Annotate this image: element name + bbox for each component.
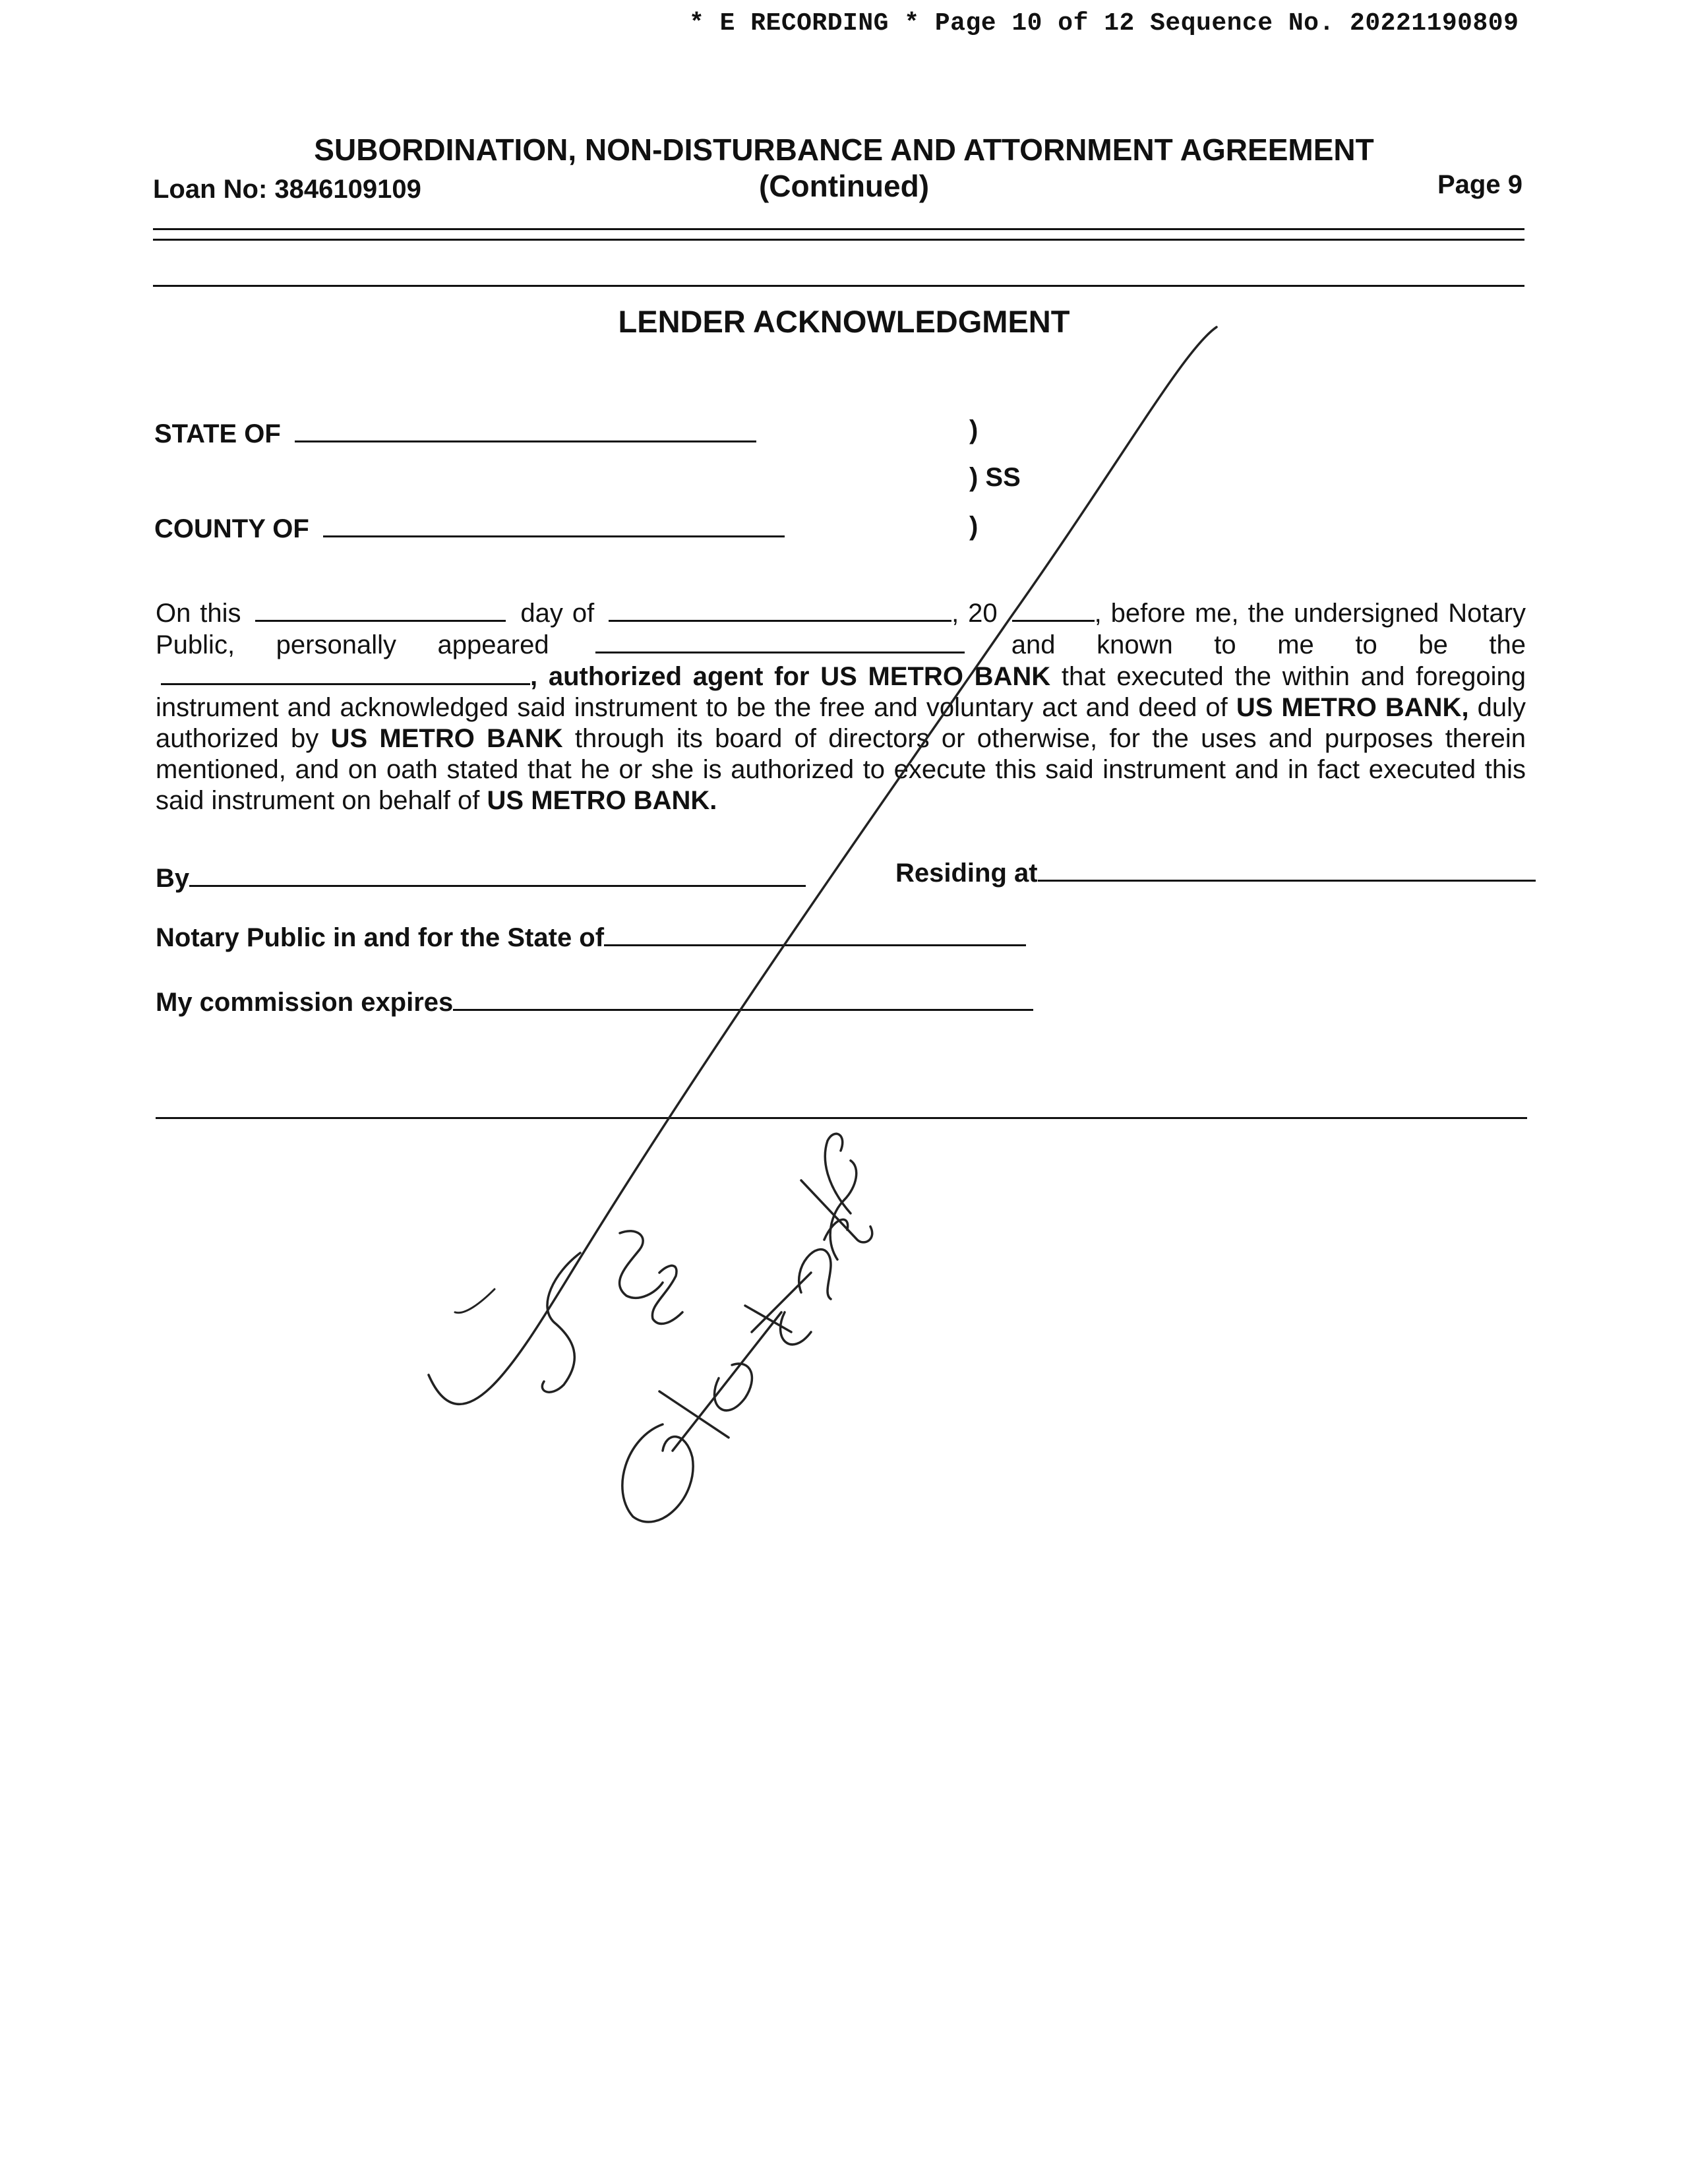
- para-text-3: , 20: [951, 599, 998, 628]
- para-text-4: , before me, the undersigned Notary Public, personally appeared: [156, 599, 1526, 659]
- continued-label: (Continued): [758, 169, 930, 203]
- para-text-9: through its board of directors or otherwise, for the uses and purposes therein mentioned, and on oath stated that he or she is authorized to execute this said instrument and in fact executed this said instrument on behalf of: [156, 724, 1526, 815]
- bank-name-3: US METRO BANK: [330, 724, 563, 753]
- venue-paren-ss: ) SS: [969, 463, 1021, 492]
- residing-label: Residing at: [895, 859, 1038, 888]
- state-of-label: STATE OF: [154, 419, 281, 448]
- bank-name-2: US METRO BANK,: [1236, 693, 1469, 722]
- strike-through-line: [429, 327, 1217, 1404]
- para-text-8: duly authorized by: [156, 693, 1526, 753]
- bank-name-1: US METRO BANK: [820, 662, 1051, 691]
- para-text-1: On this: [156, 599, 241, 628]
- venue-paren-top: ): [969, 415, 979, 444]
- bank-name-4: US METRO BANK.: [487, 786, 717, 815]
- strike-hook-mark: [455, 1289, 495, 1313]
- para-text-7: that executed the within and foregoing instrument and acknowledged said instrument to be the free and voluntary act and deed of: [156, 662, 1526, 722]
- loan-number: Loan No: 3846109109: [153, 175, 421, 204]
- notary-state-label: Notary Public in and for the State of: [156, 923, 605, 952]
- county-of-label: COUNTY OF: [154, 514, 309, 543]
- handwritten-see: [542, 1231, 682, 1392]
- venue-paren-bottom: ): [969, 512, 979, 541]
- recording-stamp: * E RECORDING * Page 10 of 12 Sequence No. 20221190809: [689, 9, 1519, 38]
- section-title: LENDER ACKNOWLEDGMENT: [618, 304, 1070, 339]
- page-number: Page 9: [1437, 170, 1522, 199]
- document-title: SUBORDINATION, NON-DISTURBANCE AND ATTORNMENT AGREEMENT: [314, 133, 1374, 167]
- para-text-5: and known to me to be the: [1011, 630, 1526, 659]
- handwritten-attached: [622, 1134, 872, 1522]
- commission-label: My commission expires: [156, 988, 454, 1017]
- by-label: By: [156, 864, 190, 893]
- para-text-6: , authorized agent for: [530, 662, 810, 691]
- para-text-2: day of: [520, 599, 595, 628]
